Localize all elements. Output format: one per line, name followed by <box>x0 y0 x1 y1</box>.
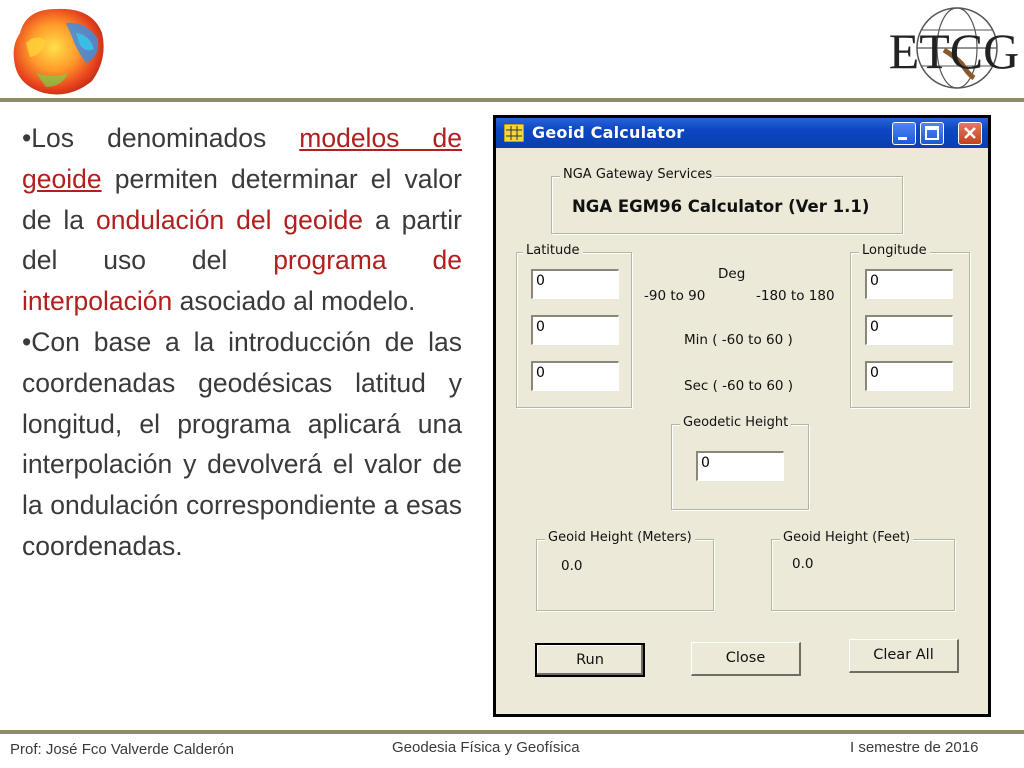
lon-range-label: -180 to 180 <box>756 288 835 304</box>
geoid-height-feet-group <box>771 530 955 611</box>
longitude-sec-input[interactable]: 0 <box>865 361 953 391</box>
latitude-group <box>516 243 632 408</box>
geoid-feet-legend: Geoid Height (Feet) <box>780 530 913 545</box>
lat-range-label: -90 to 90 <box>644 288 706 304</box>
longitude-deg-input[interactable]: 0 <box>865 269 953 299</box>
geoid-meters-legend: Geoid Height (Meters) <box>545 530 695 545</box>
close-window-button[interactable] <box>958 122 982 145</box>
geoid-calculator-window <box>493 115 991 717</box>
slide-body-text <box>22 118 462 567</box>
clear-all-button[interactable]: Clear All <box>849 639 959 673</box>
latitude-min-input[interactable]: 0 <box>531 315 619 345</box>
latitude-legend: Latitude <box>523 243 583 258</box>
close-icon <box>959 123 981 144</box>
bottom-rule <box>0 730 1024 734</box>
geoid-globe-logo <box>6 3 108 99</box>
bullet-2: •Con base a la introducción de las coordenadas geodésicas latitud y longitud, el programa aplicará una interpolación y devolverá el valor de la ondulación correspondiente a esas coordenadas. <box>22 326 462 561</box>
latitude-sec-input[interactable]: 0 <box>531 361 619 391</box>
maximize-button[interactable] <box>920 122 944 145</box>
svg-text:ETCG: ETCG <box>888 23 1020 79</box>
footer-course: Geodesia Física y Geofísica <box>392 739 580 756</box>
top-rule <box>0 98 1024 102</box>
geoid-height-meters-group <box>536 530 714 611</box>
longitude-min-input[interactable]: 0 <box>865 315 953 345</box>
geoid-meters-value: 0.0 <box>561 558 583 574</box>
geoid-feet-value: 0.0 <box>792 556 814 572</box>
minimize-icon <box>893 123 915 144</box>
geodetic-height-input[interactable]: 0 <box>696 451 784 481</box>
nga-gateway-group <box>551 167 903 234</box>
calculator-name: NGA EGM96 Calculator (Ver 1.1) <box>572 197 870 216</box>
min-range-label: Min ( -60 to 60 ) <box>684 332 793 348</box>
bullet-1: •Los denominados modelos de geoide permiten determinar el valor de la ondulación del geoide a partir del uso del programa de interpolación asociado al modelo. <box>22 123 462 317</box>
modelos-geoide-link[interactable]: modelos de geoide <box>22 123 462 194</box>
app-icon <box>504 124 524 142</box>
deg-label: Deg <box>718 266 746 282</box>
minimize-button[interactable] <box>892 122 916 145</box>
geodetic-height-legend: Geodetic Height <box>680 415 791 430</box>
longitude-group <box>850 243 970 408</box>
window-title: Geoid Calculator <box>532 123 685 142</box>
latitude-deg-input[interactable]: 0 <box>531 269 619 299</box>
sec-range-label: Sec ( -60 to 60 ) <box>684 378 794 394</box>
footer-author: Prof: José Fco Valverde Calderón <box>10 741 234 758</box>
geodetic-height-group <box>671 415 809 510</box>
close-button[interactable]: Close <box>691 642 801 676</box>
title-bar[interactable] <box>496 118 988 148</box>
longitude-legend: Longitude <box>859 243 930 258</box>
maximize-icon <box>921 123 943 144</box>
etcg-logo <box>884 4 1024 92</box>
footer-semester: I semestre de 2016 <box>850 739 979 756</box>
run-button[interactable]: Run <box>535 643 645 677</box>
nga-gateway-legend: NGA Gateway Services <box>560 167 715 182</box>
